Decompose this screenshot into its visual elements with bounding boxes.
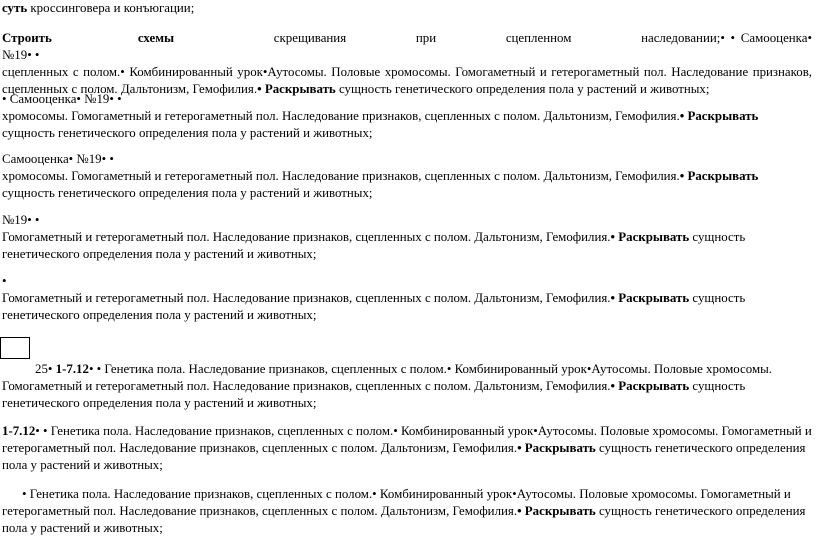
bold-term: • Раскрывать bbox=[610, 230, 690, 244]
bullets: • • bbox=[720, 31, 741, 45]
paragraph-text: сущность генетического определения пола у растений и животных; bbox=[2, 186, 373, 200]
lesson-code: 1-7.12 bbox=[55, 362, 89, 376]
paragraph-text: сцепленных с полом. bbox=[2, 65, 121, 79]
bold-term: • Раскрывать bbox=[257, 82, 336, 96]
paragraph-self-assessment-1 bbox=[2, 91, 812, 142]
paragraph-text: • • Генетика пола. Наследование признаков, сцепленных с полом.• Комбинированный урок•Аутосомы. Половые хромосомы. Гомогаметный и гетерогаметный пол. Наследование признаков, сцепленных с полом. Дальтонизм, Гемофилия. bbox=[2, 362, 773, 393]
bold-term: • Раскрывать bbox=[517, 504, 596, 518]
lesson-number: 25• bbox=[35, 362, 56, 376]
paragraph-self-assessment-2 bbox=[2, 151, 812, 202]
paragraph-text: хромосомы. Гомогаметный и гетерогаметный пол. Наследование признаков, сцепленных с полом. Дальтонизм, Гемофилия. bbox=[2, 109, 680, 123]
paragraph-text: сущность генетического определения пола у растений и животных; bbox=[2, 291, 746, 322]
paragraph-text: Гомогаметный и гетерогаметный пол. Наследование признаков, сцепленных с полом. Дальтонизм, Гемофилия. bbox=[2, 291, 611, 305]
bold-term: схемы bbox=[137, 31, 175, 45]
paragraph-heading: Самооценка• №19• • bbox=[2, 152, 114, 166]
bold-term: • Раскрывать bbox=[610, 379, 690, 393]
paragraph-text: сущность генетического определения пола у растений и животных; bbox=[2, 230, 746, 261]
paragraph-lesson-code bbox=[2, 423, 812, 474]
paragraph-heading: №19• • bbox=[2, 213, 40, 227]
bold-term: • Раскрывать bbox=[517, 441, 596, 455]
paragraph-text: скрещивания при сцепленном наследовании; bbox=[204, 31, 721, 45]
paragraph-heading: • Самооценка• №19• • bbox=[2, 92, 122, 106]
paragraph-number-19 bbox=[2, 212, 812, 263]
paragraph-build-schemes bbox=[2, 30, 812, 98]
paragraph-text: сущность генетического определения пола у растений и животных; bbox=[335, 82, 710, 96]
paragraph-text: сущность генетического определения пола у растений и животных; bbox=[2, 441, 806, 472]
paragraph-text: •Аутосомы. Половые хромосомы. Гомогаметный и гетерогаметный пол. Наследование признаков, сцепленных с полом. Дальтонизм, Гемофилия. bbox=[2, 65, 813, 96]
paragraph-bullet bbox=[2, 273, 812, 324]
paragraph-text: сущность генетического определения пола у растений и животных; bbox=[2, 379, 746, 410]
bold-term: суть bbox=[2, 1, 28, 15]
paragraph-text: Гомогаметный и гетерогаметный пол. Наследование признаков, сцепленных с полом. Дальтонизм, Гемофилия. bbox=[2, 230, 611, 244]
paragraph-crossingover bbox=[2, 0, 812, 17]
table-cell-box bbox=[0, 337, 30, 359]
bold-term: Строить bbox=[2, 31, 52, 45]
lesson-number: • №19• • bbox=[2, 31, 812, 62]
paragraph-text: кроссинговера и конъюгации; bbox=[27, 1, 195, 15]
paragraph-genetics-of-sex bbox=[2, 486, 812, 537]
lesson-code: 1-7.12 bbox=[2, 424, 36, 438]
paragraph-text: сущность генетического определения пола у растений и животных; bbox=[2, 504, 806, 535]
paragraph-lesson-25 bbox=[2, 361, 812, 412]
bold-term: • Раскрывать bbox=[610, 291, 690, 305]
paragraph-heading: • bbox=[2, 274, 7, 288]
paragraph-text: • Генетика пола. Наследование признаков, сцепленных с полом.• Комбинированный урок•Аутосомы. Половые хромосомы. Гомогаметный и гетерогаметный пол. Наследование признаков, сцепленных с полом. Дальтонизм, Гемофилия. bbox=[2, 487, 791, 518]
paragraph-text: • • Генетика пола. Наследование признаков, сцепленных с полом.• Комбинированный урок•Аутосомы. Половые хромосомы. Гомогаметный и гетерогаметный пол. Наследование признаков, сцепленных с полом. Дальтонизм, Гемофилия. bbox=[2, 424, 812, 455]
bold-term: • Раскрывать bbox=[679, 109, 759, 123]
paragraph-text: хромосомы. Гомогаметный и гетерогаметный пол. Наследование признаков, сцепленных с полом. Дальтонизм, Гемофилия. bbox=[2, 169, 680, 183]
self-assessment: Самооценка bbox=[740, 31, 808, 45]
bold-term: • Раскрывать bbox=[679, 169, 759, 183]
paragraph-text: сущность генетического определения пола у растений и животных; bbox=[2, 126, 373, 140]
lesson-type: • Комбинированный урок bbox=[120, 65, 263, 79]
